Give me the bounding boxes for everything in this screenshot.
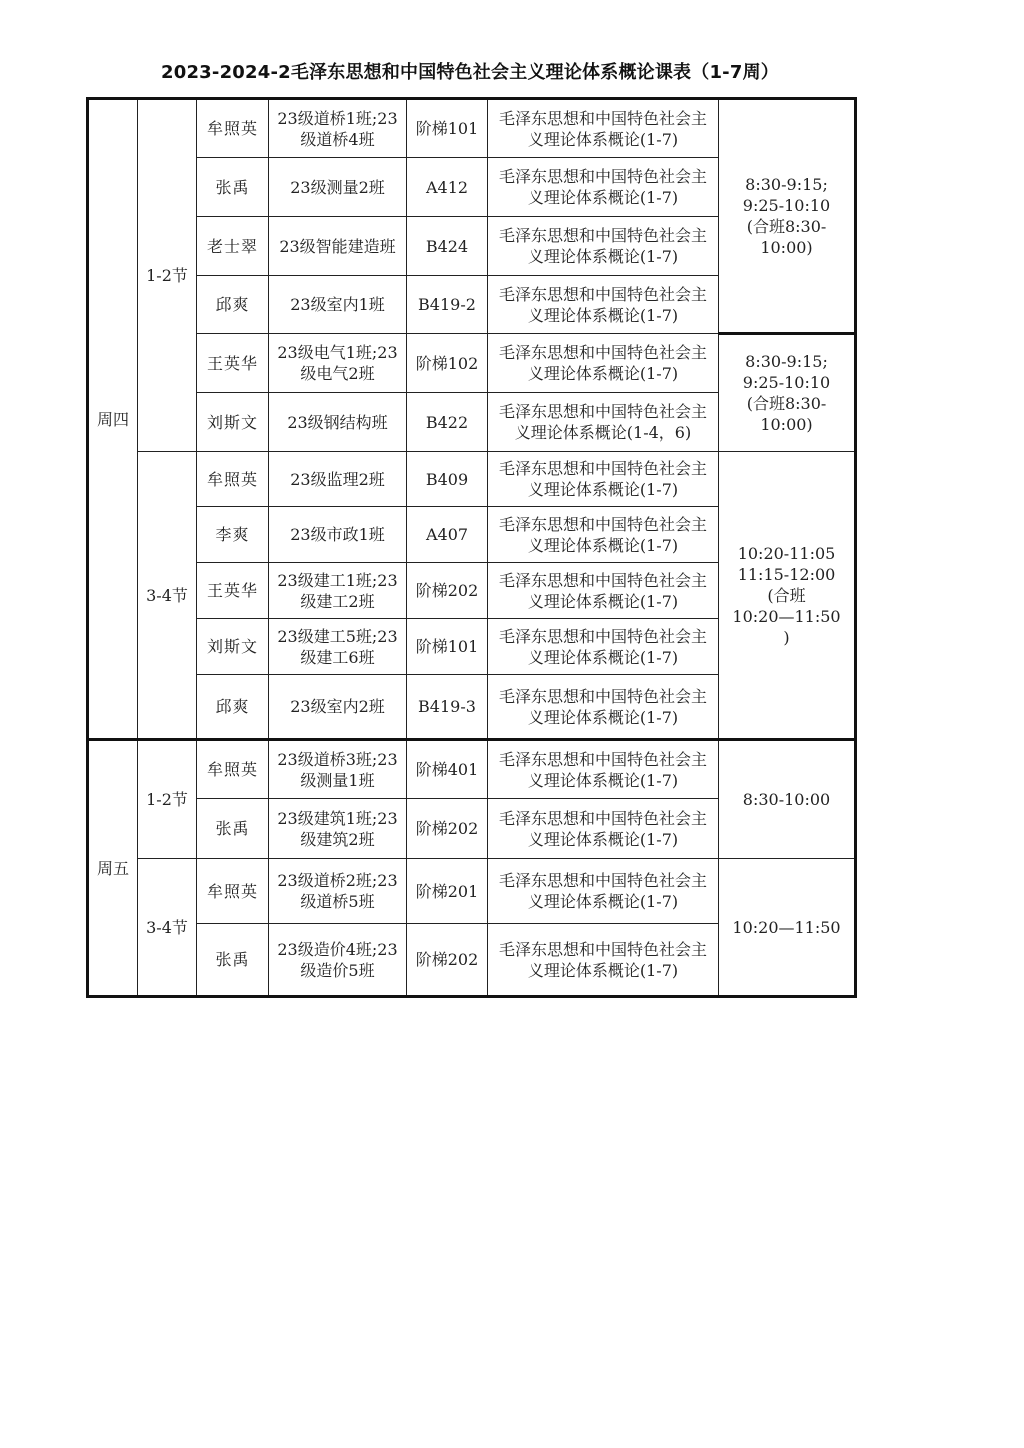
- teacher-cell: 刘斯文: [197, 393, 269, 452]
- room-cell: 阶梯401: [407, 740, 488, 799]
- day-cell: 周四: [88, 99, 138, 740]
- room-cell: B419-2: [407, 276, 488, 334]
- room-cell: B409: [407, 452, 488, 507]
- course-cell: [488, 740, 719, 799]
- time-line: (合班8:30-: [746, 394, 827, 413]
- teacher-cell: 牟照英: [197, 99, 269, 158]
- teacher-cell: 王英华: [197, 563, 269, 619]
- course-line: 义理论体系概论(1-7): [527, 535, 679, 555]
- time-line: ): [783, 627, 790, 647]
- room-cell: 阶梯201: [407, 859, 488, 924]
- course-line: 义理论体系概论(1-4，6): [514, 423, 692, 442]
- course-line: 义理论体系概论(1-7): [527, 480, 679, 499]
- course-line: 义理论体系概论(1-7): [527, 188, 679, 207]
- class-cell: [269, 924, 407, 997]
- schedule-table: [86, 97, 857, 998]
- course-line: 义理论体系概论(1-7): [527, 960, 679, 980]
- class-line: 级建工2班: [300, 591, 375, 611]
- course-line: 义理论体系概论(1-7): [527, 305, 679, 325]
- time-line: 10:20-11:05: [737, 543, 836, 563]
- class-line: 23级建工1班;23: [277, 570, 398, 590]
- teacher-cell: 张禹: [197, 924, 269, 997]
- class-cell: [269, 675, 407, 740]
- room-cell: 阶梯102: [407, 334, 488, 393]
- table-row: [88, 740, 856, 799]
- class-cell: [269, 619, 407, 675]
- course-cell: [488, 675, 719, 740]
- course-cell: [488, 393, 719, 452]
- teacher-cell: 老士翠: [197, 217, 269, 276]
- course-cell: [488, 334, 719, 393]
- room-cell: A407: [407, 507, 488, 563]
- room-cell: B422: [407, 393, 488, 452]
- course-line: 义理论体系概论(1-7): [527, 247, 679, 266]
- class-cell: [269, 393, 407, 452]
- time-cell: [719, 452, 856, 740]
- course-line: 毛泽东思想和中国特色社会主: [498, 808, 707, 828]
- course-line: 义理论体系概论(1-7): [527, 707, 679, 727]
- course-line: 毛泽东思想和中国特色社会主: [498, 939, 707, 959]
- class-line: 级建工6班: [300, 647, 375, 667]
- time-line: 11:15-12:00: [737, 564, 836, 584]
- course-line: 毛泽东思想和中国特色社会主: [498, 514, 707, 534]
- course-line: 毛泽东思想和中国特色社会主: [498, 459, 707, 478]
- course-line: 毛泽东思想和中国特色社会主: [498, 167, 707, 186]
- teacher-cell: 牟照英: [197, 859, 269, 924]
- time-line: 10:20—11:50: [732, 917, 841, 937]
- time-line: 8:30-9:15;: [745, 352, 828, 371]
- course-cell: [488, 452, 719, 507]
- room-cell: 阶梯101: [407, 619, 488, 675]
- class-line: 级建筑2班: [300, 829, 375, 849]
- class-line: 级测量1班: [300, 770, 375, 790]
- course-line: 义理论体系概论(1-7): [527, 591, 679, 611]
- class-cell: [269, 452, 407, 507]
- time-cell: [719, 859, 856, 997]
- course-cell: [488, 924, 719, 997]
- class-cell: [269, 99, 407, 158]
- course-line: 毛泽东思想和中国特色社会主: [498, 108, 707, 128]
- class-cell: [269, 563, 407, 619]
- course-line: 毛泽东思想和中国特色社会主: [498, 871, 707, 890]
- time-cell: [719, 99, 856, 334]
- period-cell: 1-2节: [138, 740, 197, 859]
- room-cell: 阶梯202: [407, 563, 488, 619]
- class-line: 级道桥4班: [300, 129, 375, 149]
- course-line: 毛泽东思想和中国特色社会主: [498, 226, 707, 245]
- class-line: 23级钢结构班: [287, 412, 388, 432]
- table-row: [88, 452, 856, 507]
- teacher-cell: 张禹: [197, 158, 269, 217]
- time-line: 8:30-10:00: [742, 790, 831, 809]
- teacher-cell: 牟照英: [197, 740, 269, 799]
- room-cell: B424: [407, 217, 488, 276]
- teacher-cell: 牟照英: [197, 452, 269, 507]
- class-line: 23级市政1班: [290, 525, 385, 544]
- class-line: 23级电气1班;23: [277, 343, 398, 362]
- room-cell: A412: [407, 158, 488, 217]
- class-cell: [269, 859, 407, 924]
- time-line: 9:25-10:10: [742, 196, 831, 215]
- course-line: 毛泽东思想和中国特色社会主: [498, 284, 707, 304]
- course-line: 义理论体系概论(1-7): [527, 892, 679, 911]
- time-line: (合班: [767, 585, 806, 605]
- course-line: 义理论体系概论(1-7): [527, 770, 679, 790]
- period-cell: 3-4节: [138, 859, 197, 997]
- class-line: 23级室内1班: [290, 295, 385, 314]
- period-cell: 1-2节: [138, 99, 197, 452]
- table-row: [88, 334, 856, 393]
- day-cell: 周五: [88, 740, 138, 997]
- class-cell: [269, 799, 407, 859]
- course-cell: [488, 158, 719, 217]
- course-cell: [488, 276, 719, 334]
- room-cell: 阶梯202: [407, 799, 488, 859]
- class-cell: [269, 276, 407, 334]
- class-line: 23级监理2班: [290, 469, 385, 489]
- course-cell: [488, 99, 719, 158]
- time-line: 8:30-9:15;: [745, 175, 828, 194]
- class-cell: [269, 507, 407, 563]
- course-line: 毛泽东思想和中国特色社会主: [498, 402, 707, 421]
- class-line: 23级道桥3班;23: [277, 749, 398, 769]
- course-cell: [488, 217, 719, 276]
- teacher-cell: 刘斯文: [197, 619, 269, 675]
- course-cell: [488, 507, 719, 563]
- time-cell: [719, 740, 856, 859]
- time-line: 9:25-10:10: [742, 373, 831, 392]
- course-cell: [488, 799, 719, 859]
- teacher-cell: 张禹: [197, 799, 269, 859]
- class-line: 23级建筑1班;23: [277, 808, 398, 828]
- class-line: 23级测量2班: [290, 177, 385, 197]
- course-line: 义理论体系概论(1-7): [527, 129, 679, 149]
- room-cell: 阶梯101: [407, 99, 488, 158]
- time-line: 10:20—11:50: [732, 606, 841, 626]
- document-title: 2023-2024-2毛泽东思想和中国特色社会主义理论体系概论课表（1-7周）: [161, 62, 779, 83]
- class-cell: [269, 740, 407, 799]
- class-line: 级造价5班: [300, 960, 375, 980]
- time-line: (合班8:30-: [746, 217, 827, 236]
- period-cell: 3-4节: [138, 452, 197, 740]
- class-line: 23级建工5班;23: [277, 626, 398, 646]
- teacher-cell: 邱爽: [197, 276, 269, 334]
- room-cell: B419-3: [407, 675, 488, 740]
- course-cell: [488, 619, 719, 675]
- class-cell: [269, 217, 407, 276]
- course-line: 毛泽东思想和中国特色社会主: [498, 626, 707, 646]
- time-cell: [719, 334, 856, 452]
- class-line: 23级造价4班;23: [277, 939, 398, 959]
- course-cell: [488, 859, 719, 924]
- time-line: 10:00): [760, 238, 813, 257]
- course-cell: [488, 563, 719, 619]
- course-line: 毛泽东思想和中国特色社会主: [498, 749, 707, 769]
- table-row: [88, 99, 856, 158]
- course-line: 毛泽东思想和中国特色社会主: [498, 343, 707, 362]
- class-line: 23级智能建造班: [279, 236, 396, 256]
- class-cell: [269, 334, 407, 393]
- course-line: 毛泽东思想和中国特色社会主: [498, 570, 707, 590]
- class-line: 23级道桥2班;23: [277, 871, 398, 890]
- course-line: 义理论体系概论(1-7): [527, 647, 679, 667]
- teacher-cell: 邱爽: [197, 675, 269, 740]
- room-cell: 阶梯202: [407, 924, 488, 997]
- class-line: 级道桥5班: [300, 892, 375, 911]
- table-row: [88, 859, 856, 924]
- class-line: 23级室内2班: [290, 697, 385, 716]
- course-line: 义理论体系概论(1-7): [527, 829, 679, 849]
- teacher-cell: 李爽: [197, 507, 269, 563]
- class-cell: [269, 158, 407, 217]
- class-line: 23级道桥1班;23: [277, 108, 398, 128]
- time-line: 10:00): [760, 415, 813, 434]
- class-line: 级电气2班: [300, 364, 375, 383]
- course-line: 毛泽东思想和中国特色社会主: [498, 686, 707, 706]
- teacher-cell: 王英华: [197, 334, 269, 393]
- course-line: 义理论体系概论(1-7): [527, 364, 679, 383]
